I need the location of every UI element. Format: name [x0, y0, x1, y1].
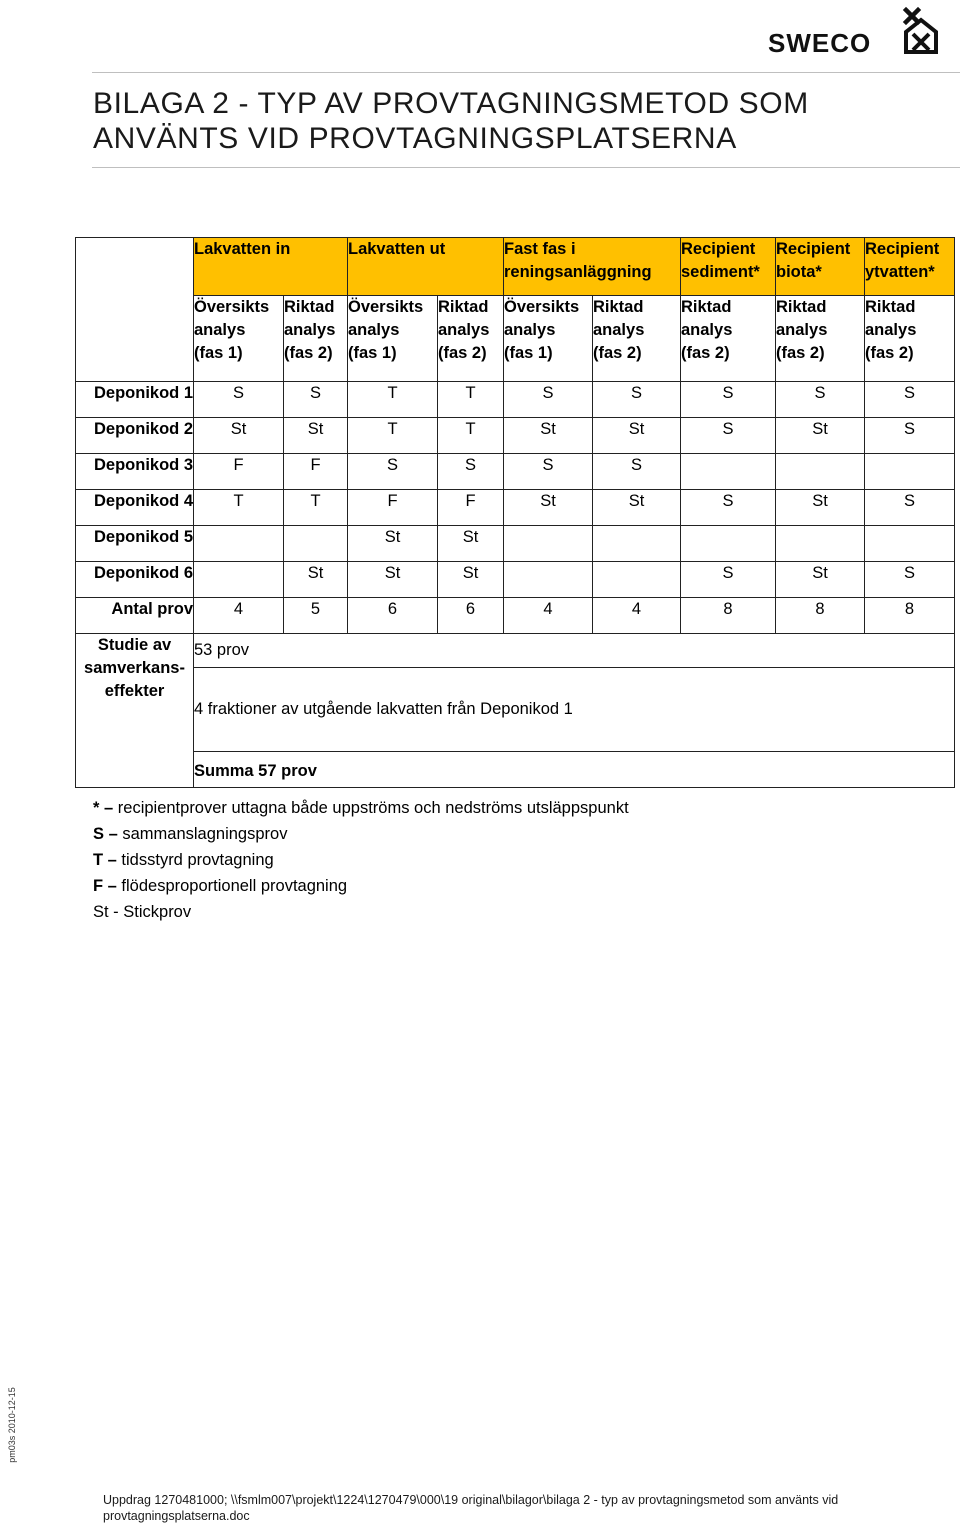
- table-cell: S: [348, 454, 438, 490]
- table-cell: S: [438, 454, 504, 490]
- studie-label: Studie av samverkans- effekter: [76, 634, 194, 788]
- group-recipient-sediment: Recipient sediment*: [681, 238, 776, 296]
- logo-text: SWECO: [768, 28, 872, 58]
- row-label: Deponikod 5: [76, 526, 194, 562]
- table-cell: S: [681, 562, 776, 598]
- table-cell: St: [348, 526, 438, 562]
- subheader-cell: Riktad analys (fas 2): [776, 296, 865, 382]
- subheader-cell: Riktad analys (fas 2): [865, 296, 955, 382]
- table-cell: 5: [284, 598, 348, 634]
- row-label: Antal prov: [76, 598, 194, 634]
- legend-item: F – flödesproportionell provtagning: [93, 877, 348, 895]
- sampling-table: [75, 237, 955, 788]
- table-cell: S: [865, 562, 955, 598]
- footer: [103, 1492, 943, 1524]
- table-cell: F: [438, 490, 504, 526]
- summa-cell: Summa 57 prov: [194, 752, 955, 788]
- row-label: Deponikod 4: [76, 490, 194, 526]
- table-cell: St: [284, 562, 348, 598]
- fractions-cell: 4 fraktioner av utgående lakvatten från Deponikod 1: [194, 668, 955, 752]
- table-cell: S: [593, 454, 681, 490]
- table-cell: T: [438, 418, 504, 454]
- table-cell: [504, 526, 593, 562]
- table-cell: St: [593, 490, 681, 526]
- subheader-cell: Riktad analys (fas 2): [438, 296, 504, 382]
- table-cell: T: [348, 418, 438, 454]
- table-row: [76, 382, 955, 418]
- table-cell: T: [284, 490, 348, 526]
- table-cell: T: [348, 382, 438, 418]
- table-cell: St: [194, 418, 284, 454]
- legend: [93, 795, 629, 925]
- table-cell: S: [776, 382, 865, 418]
- table-cell: S: [593, 382, 681, 418]
- row-label: Deponikod 1: [76, 382, 194, 418]
- table-cell: S: [284, 382, 348, 418]
- table-cell: S: [681, 418, 776, 454]
- table-row: [76, 418, 955, 454]
- page-title: [93, 86, 933, 156]
- table-cell: [865, 526, 955, 562]
- table-cell: [194, 562, 284, 598]
- table-row: [76, 490, 955, 526]
- corner-cell: [76, 238, 194, 382]
- table-cell: St: [776, 490, 865, 526]
- legend-item: S – sammanslagningsprov: [93, 825, 288, 843]
- footer-line-2: provtagningsplatserna.doc: [103, 1509, 250, 1523]
- table-cell: [593, 526, 681, 562]
- table-cell: St: [438, 562, 504, 598]
- row-label: Deponikod 6: [76, 562, 194, 598]
- table-cell: [776, 454, 865, 490]
- subheader-cell: Översikts analys (fas 1): [348, 296, 438, 382]
- table-cell: 4: [504, 598, 593, 634]
- side-stamp: [6, 1387, 24, 1463]
- antal-prov-row: [76, 598, 955, 634]
- table-cell: 8: [865, 598, 955, 634]
- table-cell: S: [865, 382, 955, 418]
- table-cell: S: [865, 418, 955, 454]
- table-cell: St: [504, 418, 593, 454]
- side-stamp-text: pm03s 2010-12-15: [6, 1387, 17, 1463]
- table-cell: S: [865, 490, 955, 526]
- table-cell: F: [348, 490, 438, 526]
- fractions-row: [76, 668, 955, 752]
- table-cell: [504, 562, 593, 598]
- table-cell: St: [438, 526, 504, 562]
- sweco-logo: [768, 6, 940, 56]
- table-cell: T: [438, 382, 504, 418]
- legend-item: St - Stickprov: [93, 903, 192, 921]
- table-row: [76, 562, 955, 598]
- table-cell: 8: [776, 598, 865, 634]
- subheader-row: [76, 296, 955, 382]
- table-cell: S: [194, 382, 284, 418]
- table-cell: 4: [194, 598, 284, 634]
- table-cell: S: [504, 382, 593, 418]
- legend-item: * – recipientprover uttagna både uppströms och nedströms utsläppspunkt: [93, 799, 629, 817]
- title-line-1: BILAGA 2 - TYP AV PROVTAGNINGSMETOD SOM: [93, 87, 809, 120]
- title-line-2: ANVÄNTS VID PROVTAGNINGSPLATSERNA: [93, 122, 737, 155]
- group-lakvatten-ut: Lakvatten ut: [348, 238, 504, 296]
- table-cell: F: [284, 454, 348, 490]
- table-cell: 8: [681, 598, 776, 634]
- table-cell: St: [284, 418, 348, 454]
- table-cell: T: [194, 490, 284, 526]
- table-cell: St: [776, 562, 865, 598]
- table-row: [76, 526, 955, 562]
- subheader-cell: Riktad analys (fas 2): [284, 296, 348, 382]
- group-recipient-ytvatten: Recipient ytvatten*: [865, 238, 955, 296]
- table-cell: 6: [438, 598, 504, 634]
- table-cell: 6: [348, 598, 438, 634]
- table-cell: [681, 526, 776, 562]
- table-cell: St: [593, 418, 681, 454]
- subheader-cell: Riktad analys (fas 2): [681, 296, 776, 382]
- row-label: Deponikod 2: [76, 418, 194, 454]
- group-header-row: [76, 238, 955, 296]
- table-row: [76, 454, 955, 490]
- group-recipient-biota: Recipient biota*: [776, 238, 865, 296]
- header-rule: [92, 72, 960, 73]
- table-cell: S: [681, 490, 776, 526]
- subheader-cell: Översikts analys (fas 1): [194, 296, 284, 382]
- group-fast-fas: Fast fas i reningsanläggning: [504, 238, 681, 296]
- table-cell: F: [194, 454, 284, 490]
- row-label: Deponikod 3: [76, 454, 194, 490]
- table-cell: St: [348, 562, 438, 598]
- subheader-cell: Riktad analys (fas 2): [593, 296, 681, 382]
- legend-item: T – tidsstyrd provtagning: [93, 851, 274, 869]
- total-row: [76, 634, 955, 668]
- table-cell: [776, 526, 865, 562]
- sweco-mark-icon: [902, 6, 940, 54]
- subheader-cell: Översikts analys (fas 1): [504, 296, 593, 382]
- table-cell: St: [776, 418, 865, 454]
- group-lakvatten-in: Lakvatten in: [194, 238, 348, 296]
- table-cell: [194, 526, 284, 562]
- table-cell: [681, 454, 776, 490]
- table-cell: St: [504, 490, 593, 526]
- title-rule: [92, 167, 960, 168]
- total-53-cell: 53 prov: [194, 634, 955, 668]
- table-cell: [865, 454, 955, 490]
- summa-row: [76, 752, 955, 788]
- table-cell: 4: [593, 598, 681, 634]
- table-cell: [593, 562, 681, 598]
- footer-line-1: Uppdrag 1270481000; \\fsmlm007\projekt\1224\1270479\000\19 original\bilagor\bilaga 2 - typ av provtagningsmetod som använts vid: [103, 1493, 839, 1507]
- table-cell: [284, 526, 348, 562]
- table-cell: S: [681, 382, 776, 418]
- table-cell: S: [504, 454, 593, 490]
